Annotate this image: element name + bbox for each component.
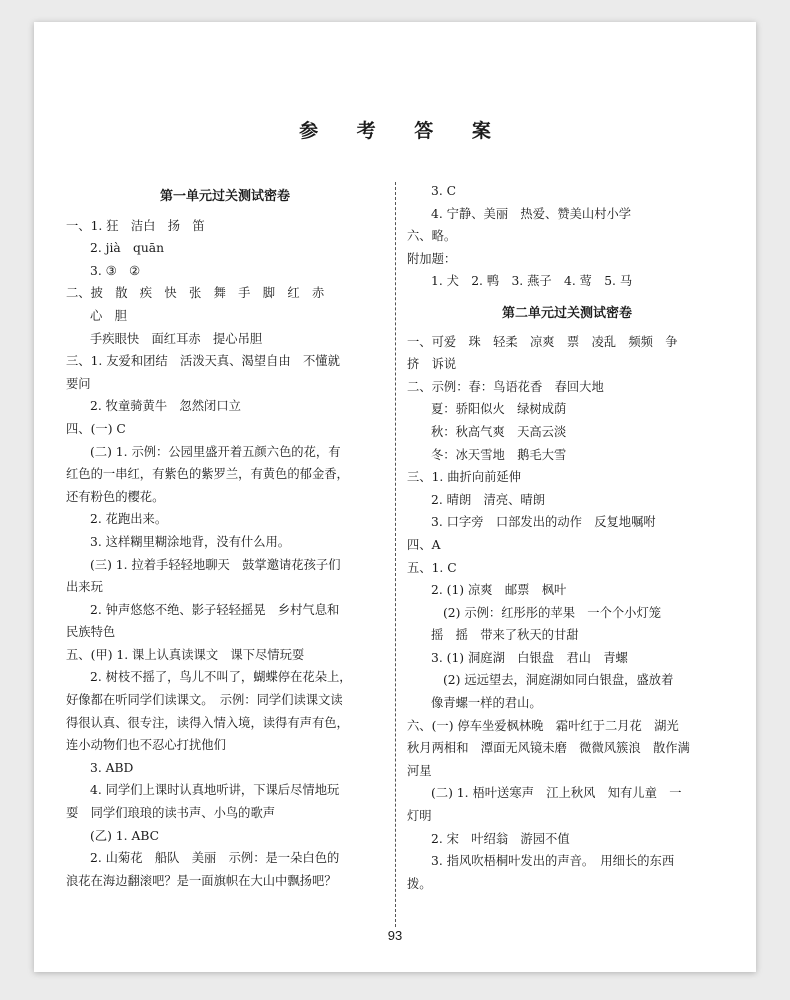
answer-line: 出来玩 — [66, 580, 103, 595]
answer-line: 耍 同学们琅琅的读书声、小鸟的歌声 — [66, 806, 276, 821]
answer-line: 2. jià quān — [90, 241, 165, 256]
answer-line: 手疾眼快 面红耳赤 提心吊胆 — [90, 331, 263, 346]
answer-line: 1. 犬 2. 鸭 3. 燕子 4. 莺 5. 马 — [431, 274, 633, 289]
answer-line: 秋月两相和 潭面无风镜未磨 微微风簇浪 散作满 — [407, 741, 690, 756]
answer-line: 四、A — [407, 537, 441, 552]
answer-line: 附加题： — [407, 251, 457, 266]
answer-line: 连小动物们也不忍心打扰他们 — [66, 738, 226, 753]
page-number: 93 — [387, 928, 403, 943]
answer-line: 好像都在听同学们读课文。 示例：同学们读课文读 — [66, 693, 343, 708]
answer-line: 秋：秋高气爽 天高云淡 — [431, 424, 567, 439]
answer-line: 4. 同学们上课时认真地听讲，下课后尽情地玩 — [90, 783, 340, 798]
answer-line: 2. 牧童骑黄牛 忽然闭口立 — [90, 399, 241, 414]
answer-line: 2. 钟声悠悠不绝、影子轻轻摇晃 乡村气息和 — [90, 602, 340, 617]
answer-line: 要问 — [66, 376, 91, 391]
answer-line: (二) 1. 梧叶送寒声 江上秋风 知有儿童 一 — [431, 786, 682, 801]
answer-line: 心 胆 — [90, 308, 127, 323]
answer-line: 3. ③ ② — [90, 263, 140, 278]
answer-line: 五、1. C — [407, 560, 457, 575]
answer-line: (三) 1. 拉着手轻轻地聊天 鼓掌邀请花孩子们 — [90, 557, 341, 572]
answer-line: 红色的一串红，有紫色的紫罗兰，有黄色的郁金香， — [66, 467, 349, 482]
answer-line: 六、略。 — [407, 229, 457, 244]
answer-line: 2. 宋 叶绍翁 游园不值 — [431, 831, 570, 846]
right-column — [407, 180, 727, 895]
answer-line: 2. 花跑出来。 — [90, 512, 168, 527]
answer-line: 夏：骄阳似火 绿树成荫 — [431, 402, 567, 417]
section-heading: 第二单元过关测试密卷 — [501, 305, 632, 321]
answer-line: 像青螺一样的君山。 — [431, 696, 542, 711]
answer-line: 五、(甲) 1. 课上认真读课文 课下尽情玩耍 — [66, 647, 305, 662]
answer-line: 2. 树枝不摇了，鸟儿不叫了，蝴蝶停在花朵上， — [90, 670, 352, 685]
answer-line: 一、1. 狂 洁白 扬 笛 — [66, 218, 205, 233]
answer-line: 还有粉色的樱花。 — [66, 489, 165, 504]
answer-line: 3. C — [431, 184, 457, 198]
page-title: 参 考 答 案 — [299, 120, 507, 142]
answer-line: 摇 摇 带来了秋天的甘甜 — [431, 628, 579, 643]
answer-line: 河星 — [407, 763, 432, 778]
column-divider — [395, 182, 396, 927]
left-column — [66, 180, 384, 892]
answer-line: 2. (1) 凉爽 邮票 枫叶 — [431, 583, 567, 598]
answer-line: 二、披 散 疾 快 张 舞 手 脚 红 赤 — [66, 286, 325, 301]
answer-line: 冬：冰天雪地 鹅毛大雪 — [431, 447, 567, 462]
answer-line: (二) 1. 示例：公园里盛开着五颜六色的花，有 — [90, 444, 341, 459]
answer-line: 灯明 — [407, 809, 432, 824]
answer-line: 浪花在海边翻滚吧？是一面旗帜在大山中飘扬吧？ — [66, 873, 337, 888]
answer-line: (2) 远远望去，洞庭湖如同白银盘，盛放着 — [443, 673, 674, 688]
document-page — [34, 22, 756, 972]
answer-line: 四、(一) C — [66, 421, 126, 436]
answer-line: 4. 宁静、美丽 热爱、赞美山村小学 — [431, 206, 632, 221]
answer-line: 挤 诉说 — [407, 357, 457, 372]
answer-line: 三、1. 友爱和团结 活泼天真、渴望自由 不懂就 — [66, 354, 340, 369]
answer-line: (乙) 1. ABC — [90, 828, 159, 843]
answer-line: 拨。 — [407, 876, 432, 891]
answer-line: 3. 指风吹梧桐叶发出的声音。 用细长的东西 — [431, 854, 675, 869]
section-heading: 第一单元过关测试密卷 — [159, 189, 290, 204]
answer-line: 一、可爱 珠 轻柔 凉爽 票 凌乱 频频 争 — [407, 334, 678, 349]
answer-line: 三、1. 曲折向前延伸 — [407, 470, 522, 485]
answer-line: (2) 示例：红彤彤的苹果 一个个小灯笼 — [443, 605, 662, 620]
answer-line: 3. ABD — [90, 760, 134, 775]
answer-line: 2. 晴朗 清亮、晴朗 — [431, 492, 546, 507]
answer-line: 民族特色 — [66, 625, 116, 640]
answer-line: 2. 山菊花 船队 美丽 示例：是一朵白色的 — [90, 851, 340, 866]
answer-line: 得很认真、很专注，读得入情入境，读得有声有色， — [66, 715, 349, 730]
answer-line: 3. (1) 洞庭湖 白银盘 君山 青螺 — [431, 650, 628, 665]
answer-line: 3. 口字旁 口部发出的动作 反复地嘱咐 — [431, 515, 656, 530]
answer-line: 3. 这样糊里糊涂地背，没有什么用。 — [90, 534, 291, 549]
answer-line: 二、示例：春：鸟语花香 春回大地 — [407, 379, 604, 394]
answer-line: 六、(一) 停车坐爱枫林晚 霜叶红于二月花 湖光 — [407, 718, 679, 733]
